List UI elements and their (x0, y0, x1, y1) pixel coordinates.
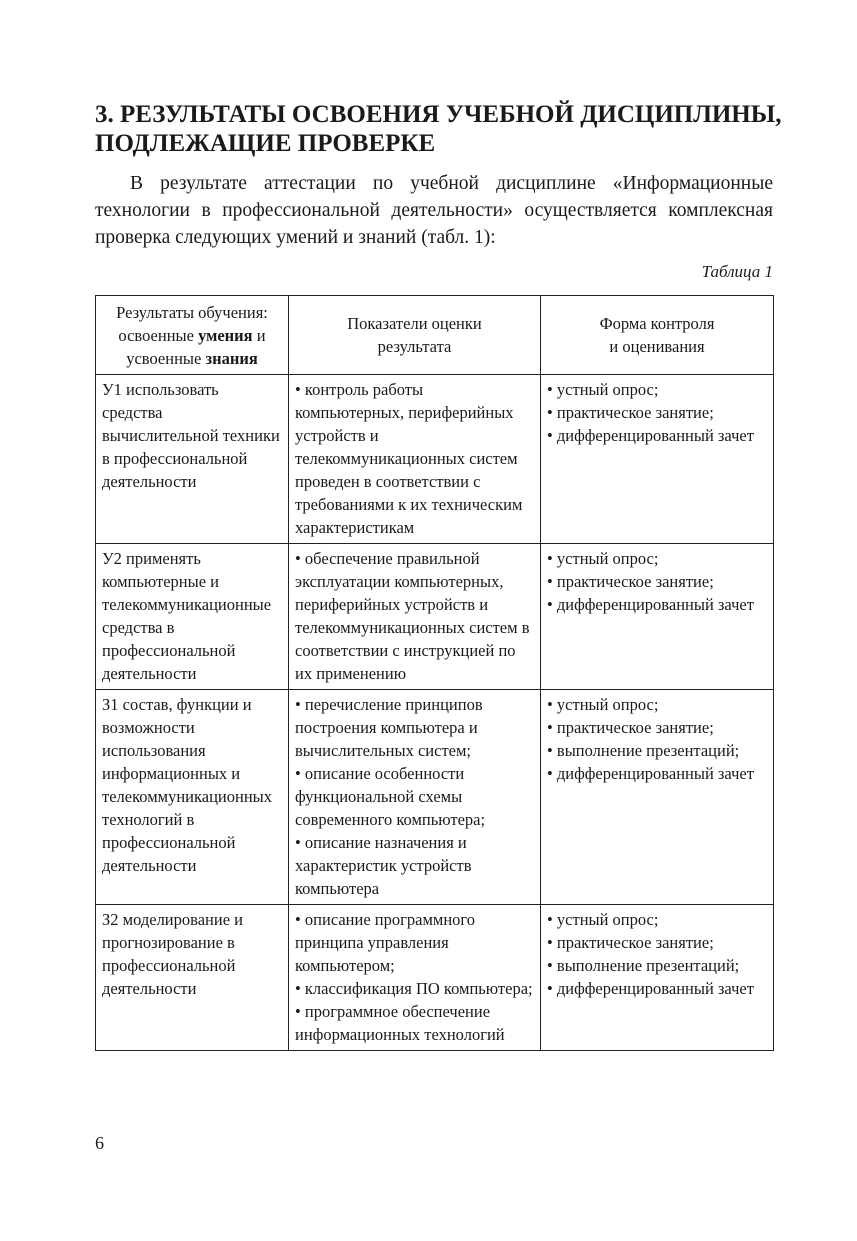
list-item: • устный опрос; (547, 547, 768, 570)
result-cell: У1 использовать средства вычислительной техники в профессиональной деятельности (96, 375, 289, 544)
list-item: • дифференцированный зачет (547, 424, 768, 447)
list-item: • практическое занятие; (547, 570, 768, 593)
table-header-row (96, 296, 774, 375)
header-control-form: Форма контроля и оценивания (541, 296, 774, 375)
result-cell: У2 применять компьютерные и телекоммуникационные средства в профессиональной деятельности (96, 544, 289, 690)
table-row (96, 905, 774, 1051)
list-item: • обеспечение правильной эксплуатации компьютерных, периферийных устройств и телекоммуникационных систем в соответствии с инструкцией по их применению (295, 547, 535, 685)
list-item: • классификация ПО компьютера; (295, 977, 535, 1000)
table-row (96, 375, 774, 544)
list-item: • практическое занятие; (547, 716, 768, 739)
forms-cell (541, 544, 774, 690)
table-caption: Таблица 1 (701, 262, 773, 281)
list-item: • контроль работы компьютерных, периферийных устройств и телекоммуникационных систем проведен в соответствии с требованиями к их техническим характеристикам (295, 378, 535, 539)
list-item: • перечисление принципов построения компьютера и вычислительных систем; (295, 693, 535, 762)
list-item: • выполнение презентаций; (547, 739, 768, 762)
list-item: • описание назначения и характеристик устройств компьютера (295, 831, 535, 900)
forms-cell (541, 375, 774, 544)
results-table (95, 295, 774, 1051)
list-item: • дифференцированный зачет (547, 762, 768, 785)
table-row (96, 690, 774, 905)
list-item: • практическое занятие; (547, 931, 768, 954)
header-indicators: Показатели оценки результата (289, 296, 541, 375)
list-item: • устный опрос; (547, 908, 768, 931)
header-learning-results: Результаты обучения: освоенные умения и усвоенные знания (96, 296, 289, 375)
forms-cell (541, 690, 774, 905)
table-row (96, 544, 774, 690)
list-item: • дифференцированный зачет (547, 977, 768, 1000)
list-item: • выполнение презентаций; (547, 954, 768, 977)
result-cell: З1 состав, функции и возможности использования информационных и телекоммуникационных технологий в профессиональной деятельности (96, 690, 289, 905)
page-number: 6 (95, 1133, 104, 1153)
list-item: • описание особенности функциональной схемы современного компьютера; (295, 762, 535, 831)
indicators-cell (289, 905, 541, 1051)
section-heading: 3. РЕЗУЛЬТАТЫ ОСВОЕНИЯ УЧЕБНОЙ ДИСЦИПЛИНЫ, ПОДЛЕЖАЩИЕ ПРОВЕРКЕ (95, 101, 782, 157)
list-item: • практическое занятие; (547, 401, 768, 424)
list-item: • устный опрос; (547, 378, 768, 401)
forms-cell (541, 905, 774, 1051)
indicators-cell (289, 375, 541, 544)
intro-paragraph: В результате аттестации по учебной дисциплине «Информационные технологии в профессиональной деятельности» осуществляется комплексная проверка следующих умений и знаний (табл. 1): (95, 173, 773, 248)
list-item: • устный опрос; (547, 693, 768, 716)
list-item: • программное обеспечение информационных технологий (295, 1000, 535, 1046)
result-cell: З2 моделирование и прогнозирование в профессиональной деятельности (96, 905, 289, 1051)
indicators-cell (289, 544, 541, 690)
list-item: • дифференцированный зачет (547, 593, 768, 616)
list-item: • описание программного принципа управления компьютером; (295, 908, 535, 977)
indicators-cell (289, 690, 541, 905)
